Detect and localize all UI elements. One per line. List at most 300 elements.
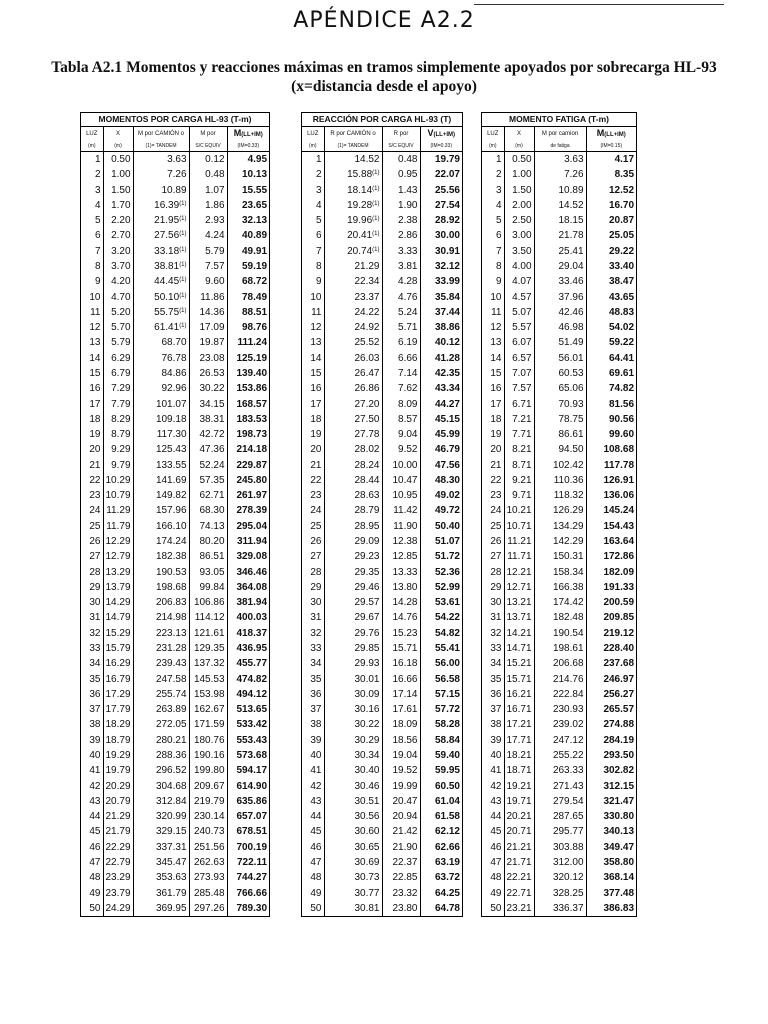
- table-cell: 78.49: [227, 290, 269, 305]
- table-cell: 34: [310, 658, 322, 670]
- table-cell: 19.21: [504, 779, 534, 794]
- table-row: [482, 687, 636, 702]
- table-cell: 30.69: [324, 855, 382, 870]
- table-row: [302, 687, 462, 702]
- table-cell: 28.95: [324, 519, 382, 534]
- table-cell: 657.07: [227, 809, 269, 824]
- table-cell: 206.68: [534, 656, 586, 671]
- table-cell: 47: [89, 856, 101, 868]
- table-cell: 31: [490, 612, 502, 624]
- table-row: [482, 473, 636, 488]
- reactions-table-body: [302, 113, 462, 916]
- table-row: [482, 427, 636, 442]
- table-row: [81, 274, 269, 289]
- table-row: [81, 641, 269, 656]
- table-cell: 10.89: [534, 183, 586, 198]
- table-cell: 42.72: [189, 427, 227, 442]
- table-row: [302, 717, 462, 732]
- table-cell: 145.53: [189, 672, 227, 687]
- table-row: [482, 580, 636, 595]
- table-cell: 19: [89, 429, 101, 441]
- table-cell: 7.71: [504, 427, 534, 442]
- table-cell: 27: [490, 551, 502, 563]
- table-cell: 40: [89, 749, 101, 761]
- table-cell: 206.83: [133, 595, 189, 610]
- table-cell: 34.15: [189, 397, 227, 412]
- table-cell: 45.15: [420, 412, 462, 427]
- table-cell: 21.21: [504, 840, 534, 855]
- table-cell: 29.57: [324, 595, 382, 610]
- table-cell: 0.12: [189, 152, 227, 168]
- table-cell: 64.78: [420, 901, 462, 916]
- table-row: [302, 488, 462, 503]
- table-cell: 32: [310, 627, 322, 639]
- table-cell: 22.21: [504, 870, 534, 885]
- table-cell: 14.36: [189, 305, 227, 320]
- table-cell: 50.40: [420, 519, 462, 534]
- column-header: M(LL+IM): [586, 127, 636, 142]
- table-row: [302, 152, 462, 168]
- table-row: [81, 228, 269, 243]
- table-cell: 10.79: [103, 488, 133, 503]
- table-cell: 29: [310, 581, 322, 593]
- table-row: [81, 702, 269, 717]
- table-cell: 6.71: [504, 397, 534, 412]
- table-cell: 84.86: [133, 366, 189, 381]
- table-cell: 47: [490, 856, 502, 868]
- table-cell: 293.50: [586, 748, 636, 763]
- column-subheader: (m): [81, 141, 103, 152]
- table-cell: 256.27: [586, 687, 636, 702]
- table-cell: 2: [94, 169, 101, 181]
- column-subheader: (1)= TANDEM: [324, 141, 382, 152]
- table-cell: 635.86: [227, 794, 269, 809]
- table-cell: 20.21: [504, 809, 534, 824]
- table-cell: 11.86: [189, 290, 227, 305]
- table-cell: 8.79: [103, 427, 133, 442]
- table-cell: 88.51: [227, 305, 269, 320]
- table-cell: 13: [89, 337, 101, 349]
- table-cell: 29.93: [324, 656, 382, 671]
- table-row: [482, 901, 636, 916]
- table-cell: 262.63: [189, 855, 227, 870]
- table-cell: 42: [490, 780, 502, 792]
- table-row: [81, 442, 269, 457]
- subheader-row: [81, 141, 269, 152]
- table-cell: 19.29: [103, 748, 133, 763]
- table-cell: 10.95: [382, 488, 420, 503]
- table-cell: 16.79: [103, 672, 133, 687]
- table-cell: 494.12: [227, 687, 269, 702]
- table-cell: 17.21: [504, 717, 534, 732]
- table-row: [302, 228, 462, 243]
- table-row: [81, 366, 269, 381]
- table-cell: 7.62: [382, 381, 420, 396]
- table-row: [482, 565, 636, 580]
- table-cell: 31: [89, 612, 101, 624]
- table-cell: 29.76: [324, 626, 382, 641]
- table-cell: 2.00: [504, 198, 534, 213]
- table-cell: 29: [490, 581, 502, 593]
- table-cell: 245.80: [227, 473, 269, 488]
- table-cell: 1.07: [189, 183, 227, 198]
- table-cell: 29.46: [324, 580, 382, 595]
- table-cell: 32: [490, 627, 502, 639]
- table-cell: 18.21: [504, 748, 534, 763]
- table-cell: 14.52: [534, 198, 586, 213]
- table-cell: 278.39: [227, 503, 269, 518]
- table-row: [81, 901, 269, 916]
- table-cell: 340.13: [586, 824, 636, 839]
- table-cell: 32: [89, 627, 101, 639]
- table-cell: 4.57: [504, 290, 534, 305]
- column-header: X: [504, 127, 534, 142]
- table-cell: 58.28: [420, 717, 462, 732]
- table-cell: 74.13: [189, 519, 227, 534]
- table-cell: 64.41: [586, 351, 636, 366]
- table-cell: 25.52: [324, 335, 382, 350]
- table-cell: 17.79: [103, 702, 133, 717]
- column-subheader: (IM=0.15): [586, 141, 636, 152]
- table-cell: 30.91: [420, 244, 462, 259]
- table-cell: 5: [94, 215, 101, 227]
- table-cell: 16.21: [504, 687, 534, 702]
- table-cell: 11.90: [382, 519, 420, 534]
- table-cell: 10.89: [133, 183, 189, 198]
- table-cell: 182.09: [586, 565, 636, 580]
- table-cell: 38: [310, 719, 322, 731]
- table-cell: 33.99: [420, 274, 462, 289]
- table-cell: 30.16: [324, 702, 382, 717]
- table-cell: 214.18: [227, 442, 269, 457]
- table-cell: 29.35: [324, 565, 382, 580]
- table-cell: 222.84: [534, 687, 586, 702]
- table-row: [81, 244, 269, 259]
- table-cell: 78.75: [534, 412, 586, 427]
- table-cell: 474.82: [227, 672, 269, 687]
- table-cell: 10.71: [504, 519, 534, 534]
- table-cell: 11.42: [382, 503, 420, 518]
- table-cell: 30: [490, 597, 502, 609]
- table-cell: 30.22: [189, 381, 227, 396]
- table-cell: 190.53: [133, 565, 189, 580]
- table-cell: 219.79: [189, 794, 227, 809]
- table-cell: 14.52: [324, 152, 382, 168]
- table-cell: 15.71: [382, 641, 420, 656]
- table-cell: 49.02: [420, 488, 462, 503]
- table-cell: 4.07: [504, 274, 534, 289]
- table-cell: 0.48: [189, 167, 227, 182]
- table-cell: 50.10$^{(1)}$: [133, 290, 189, 305]
- table-row: [81, 824, 269, 839]
- table-row: [81, 503, 269, 518]
- table-cell: 7.07: [504, 366, 534, 381]
- table-cell: 46: [310, 841, 322, 853]
- table-cell: 45: [89, 826, 101, 838]
- table-row: [482, 870, 636, 885]
- table-cell: 63.72: [420, 870, 462, 885]
- table-cell: 9.79: [103, 458, 133, 473]
- table-cell: 43: [89, 795, 101, 807]
- table-row: [482, 886, 636, 901]
- table-row: [302, 503, 462, 518]
- table-cell: 149.82: [133, 488, 189, 503]
- table-row: [482, 733, 636, 748]
- table-cell: 6.19: [382, 335, 420, 350]
- table-cell: 38: [490, 719, 502, 731]
- table-cell: 19.96$^{(1)}$: [324, 213, 382, 228]
- table-cell: 19.28$^{(1)}$: [324, 198, 382, 213]
- table-cell: 20.74$^{(1)}$: [324, 244, 382, 259]
- table-cell: 353.63: [133, 870, 189, 885]
- table-cell: 296.52: [133, 763, 189, 778]
- table-cell: 9: [94, 276, 101, 288]
- table-cell: 261.97: [227, 488, 269, 503]
- table-cell: 43.65: [586, 290, 636, 305]
- column-subheader: (1)= TANDEM: [133, 141, 189, 152]
- table-cell: 5: [495, 215, 502, 227]
- table-cell: 1.86: [189, 198, 227, 213]
- table-cell: 6.57: [504, 351, 534, 366]
- table-cell: 48.83: [586, 305, 636, 320]
- table-cell: 153.98: [189, 687, 227, 702]
- table-cell: 303.88: [534, 840, 586, 855]
- fatigue-table-body: [482, 113, 636, 916]
- table-row: [302, 779, 462, 794]
- table-cell: 2.20: [103, 213, 133, 228]
- table-cell: 33: [310, 643, 322, 654]
- table-cell: 1.90: [382, 198, 420, 213]
- table-cell: 5.79: [189, 244, 227, 259]
- table-cell: 110.36: [534, 473, 586, 488]
- table-cell: 10.21: [504, 503, 534, 518]
- table-cell: 22.85: [382, 870, 420, 885]
- table-cell: 41: [89, 765, 101, 777]
- table-cell: 214.76: [534, 672, 586, 687]
- table-row: [302, 626, 462, 641]
- table-cell: 45: [310, 826, 322, 838]
- table-cell: 400.03: [227, 610, 269, 625]
- table-cell: 28.02: [324, 442, 382, 457]
- column-subheader: de fatiga: [534, 141, 586, 152]
- table-cell: 48: [310, 872, 322, 884]
- table-cell: 166.10: [133, 519, 189, 534]
- table-cell: 10: [310, 291, 322, 303]
- table-cell: 223.13: [133, 626, 189, 641]
- table-cell: 117.30: [133, 427, 189, 442]
- table-cell: 4.28: [382, 274, 420, 289]
- table-cell: 23.79: [103, 886, 133, 901]
- table-cell: 50: [490, 902, 502, 914]
- table-cell: 263.33: [534, 763, 586, 778]
- table-row: [482, 763, 636, 778]
- table-cell: 65.06: [534, 381, 586, 396]
- table-cell: 6: [94, 230, 101, 242]
- table-cell: 22: [89, 474, 101, 486]
- table-cell: 14: [490, 352, 502, 364]
- table-cell: 12: [490, 322, 502, 334]
- table-cell: 15: [490, 367, 502, 379]
- table-cell: 7.26: [534, 167, 586, 182]
- table-cell: 157.96: [133, 503, 189, 518]
- table-cell: 52.36: [420, 565, 462, 580]
- table-cell: 46: [89, 841, 101, 853]
- table-cell: 368.14: [586, 870, 636, 885]
- table-cell: 27: [89, 551, 101, 563]
- table-cell: 30.22: [324, 717, 382, 732]
- table-cell: 21.90: [382, 840, 420, 855]
- table-row: [302, 809, 462, 824]
- table-cell: 43: [490, 795, 502, 807]
- table-cell: 7: [315, 245, 322, 257]
- table-row: [302, 381, 462, 396]
- table-cell: 198.68: [133, 580, 189, 595]
- table-cell: 37: [89, 704, 101, 716]
- table-cell: 47.56: [420, 458, 462, 473]
- table-cell: 28.63: [324, 488, 382, 503]
- table-row: [482, 412, 636, 427]
- table-cell: 44.45$^{(1)}$: [133, 274, 189, 289]
- table-cell: 20.47: [382, 794, 420, 809]
- table-cell: 16.29: [103, 656, 133, 671]
- table-cell: 14.21: [504, 626, 534, 641]
- table-cell: 20.41$^{(1)}$: [324, 228, 382, 243]
- table-cell: 29.23: [324, 549, 382, 564]
- table-cell: 3.63: [534, 152, 586, 168]
- table-cell: 9.04: [382, 427, 420, 442]
- table-cell: 26.86: [324, 381, 382, 396]
- table-cell: 98.76: [227, 320, 269, 335]
- table-cell: 4: [315, 199, 322, 211]
- table-cell: 30.56: [324, 809, 382, 824]
- table-row: [482, 351, 636, 366]
- table-cell: 56.01: [534, 351, 586, 366]
- table-cell: 13: [490, 337, 502, 349]
- table-cell: 57.35: [189, 473, 227, 488]
- table-cell: 16: [490, 383, 502, 395]
- table-cell: 239.02: [534, 717, 586, 732]
- table-cell: 99.60: [586, 427, 636, 442]
- table-cell: 121.61: [189, 626, 227, 641]
- column-header: LUZ: [86, 131, 98, 137]
- table-cell: 3: [94, 184, 101, 196]
- table-cell: 18.56: [382, 733, 420, 748]
- table-row: [302, 305, 462, 320]
- table-cell: 9.60: [189, 274, 227, 289]
- table-cell: 92.96: [133, 381, 189, 396]
- table-cell: 129.35: [189, 641, 227, 656]
- table-cell: 28: [89, 566, 101, 578]
- table-cell: 6.79: [103, 366, 133, 381]
- table-cell: 18.14$^{(1)}$: [324, 183, 382, 198]
- table-cell: 163.64: [586, 534, 636, 549]
- table-cell: 6.29: [103, 351, 133, 366]
- table-row: [482, 656, 636, 671]
- table-row: [482, 809, 636, 824]
- table-cell: 312.00: [534, 855, 586, 870]
- table-cell: 7.29: [103, 381, 133, 396]
- table-cell: 4: [94, 199, 101, 211]
- reactions-table: [301, 112, 463, 917]
- table-cell: 11.21: [504, 534, 534, 549]
- table-cell: 3: [495, 184, 502, 196]
- table-cell: 32.12: [420, 259, 462, 274]
- table-cell: 51.07: [420, 534, 462, 549]
- table-cell: 18.79: [103, 733, 133, 748]
- table-cell: 15.21: [504, 656, 534, 671]
- table-cell: 789.30: [227, 901, 269, 916]
- table-cell: 27.56$^{(1)}$: [133, 228, 189, 243]
- table-cell: 7.79: [103, 397, 133, 412]
- table-cell: 6: [495, 230, 502, 242]
- table-cell: 4.95: [227, 152, 269, 168]
- table-cell: 209.85: [586, 610, 636, 625]
- table-cell: 295.04: [227, 519, 269, 534]
- table-cell: 23.65: [227, 198, 269, 213]
- table-cell: 15: [89, 367, 101, 379]
- table-cell: 54.82: [420, 626, 462, 641]
- subheader-row: [482, 141, 636, 152]
- table-cell: 20.71: [504, 824, 534, 839]
- table-row: [302, 473, 462, 488]
- table-cell: 7.57: [189, 259, 227, 274]
- table-cell: 240.73: [189, 824, 227, 839]
- table-cell: 30.00: [420, 228, 462, 243]
- table-row: [482, 794, 636, 809]
- caption-text: Momentos y reacciones máximas en tramos simplemente apoyados por sobrecarga HL-93 (x=distancia desde el apoyo): [126, 59, 717, 95]
- table-cell: 30.40: [324, 763, 382, 778]
- table-cell: 349.47: [586, 840, 636, 855]
- table-row: [482, 228, 636, 243]
- table-cell: 133.55: [133, 458, 189, 473]
- table-row: [81, 672, 269, 687]
- table-cell: 18.09: [382, 717, 420, 732]
- table-cell: 17: [89, 398, 101, 410]
- table-cell: 106.86: [189, 595, 227, 610]
- table-cell: 1.00: [103, 167, 133, 182]
- header-row: [81, 127, 269, 142]
- table-row: [302, 763, 462, 778]
- table-cell: 11: [311, 306, 322, 318]
- table-cell: 228.40: [586, 641, 636, 656]
- table-cell: 16: [310, 383, 322, 395]
- table-cell: 2.50: [504, 213, 534, 228]
- table-cell: 19.04: [382, 748, 420, 763]
- table-cell: 614.90: [227, 779, 269, 794]
- table-row: [302, 840, 462, 855]
- table-cell: 6: [315, 230, 322, 242]
- table-cell: 12.38: [382, 534, 420, 549]
- table-cell: 4.24: [189, 228, 227, 243]
- table-cell: 15.88$^{(1)}$: [324, 167, 382, 182]
- table-cell: 145.24: [586, 503, 636, 518]
- table-cell: 198.73: [227, 427, 269, 442]
- table-cell: 30.81: [324, 901, 382, 916]
- table-caption: [40, 58, 728, 96]
- table-cell: 9.52: [382, 442, 420, 457]
- table-cell: 358.80: [586, 855, 636, 870]
- table-cell: 23: [490, 490, 502, 502]
- table-cell: 21.71: [504, 855, 534, 870]
- table-cell: 330.80: [586, 809, 636, 824]
- table-cell: 33.46: [534, 274, 586, 289]
- table-cell: 8: [94, 260, 101, 272]
- table-cell: 68.72: [227, 274, 269, 289]
- table-cell: 21.29: [103, 809, 133, 824]
- table-cell: 38.81$^{(1)}$: [133, 259, 189, 274]
- table-row: [81, 335, 269, 350]
- table-cell: 2: [315, 169, 322, 181]
